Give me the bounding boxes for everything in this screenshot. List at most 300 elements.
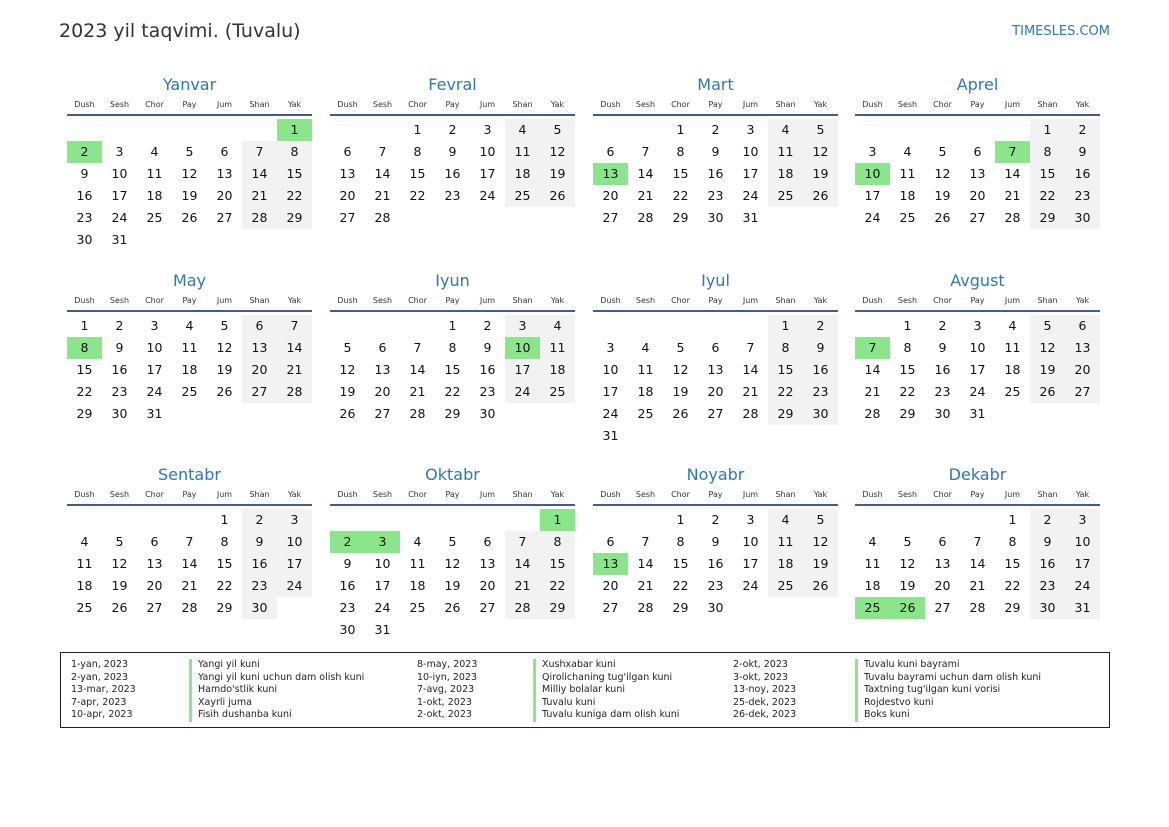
day-cell: 6 [606,144,615,159]
holiday-day-cell: 2 [67,141,102,163]
day-cell: 2 [448,122,457,137]
day-cell: 25 [540,381,575,403]
day-cell: 7 [185,534,194,549]
weekday-label: Shan [249,296,270,305]
weekday-header [330,486,575,506]
weekday-label: Yak [550,100,565,109]
empty-day-cell [400,509,435,531]
day-cell: 24 [969,384,986,399]
weekday-label: Sesh [897,296,918,305]
empty-day-cell [172,119,207,141]
day-cell: 20 [146,578,163,593]
day-cell: 21 [742,384,759,399]
empty-day-cell [925,119,960,141]
day-cell: 23 [1065,185,1100,207]
day-cell: 4 [80,534,89,549]
day-cell: 19 [540,163,575,185]
day-cell: 9 [483,340,492,355]
weekday-label: Jum [1004,100,1021,109]
day-cell: 30 [1065,207,1100,229]
empty-day-cell [137,119,172,141]
legend-date: 7-avg, 2023 [417,684,475,695]
day-cell: 26 [111,600,128,615]
day-cell: 3 [868,144,877,159]
day-cell: 27 [934,600,951,615]
day-cell: 15 [672,166,689,181]
legend-name-column [533,659,679,722]
weekday-label: Chor [671,296,690,305]
day-cell: 7 [277,315,312,337]
day-cell: 24 [374,600,391,615]
day-cell: 30 [707,600,724,615]
weekday-label: Chor [408,100,427,109]
day-cell: 26 [339,406,356,421]
day-cell: 13 [339,166,356,181]
weekday-label: Sesh [635,296,656,305]
day-grid [593,119,838,229]
weekday-label: Sesh [109,100,130,109]
legend-date: 2-yan, 2023 [71,671,128,683]
day-cell: 6 [1065,315,1100,337]
day-cell: 3 [115,144,124,159]
day-cell: 17 [864,188,881,203]
day-cell: 15 [540,553,575,575]
day-cell: 5 [803,119,838,141]
day-cell: 13 [934,556,951,571]
day-cell: 12 [899,556,916,571]
day-cell: 17 [374,578,391,593]
day-cell: 10 [969,340,986,355]
day-cell: 15 [1030,163,1065,185]
day-cell: 19 [672,384,689,399]
weekday-label: Chor [933,490,952,499]
day-cell: 10 [1065,531,1100,553]
day-cell: 27 [216,210,233,225]
weekday-label: Sesh [635,490,656,499]
day-cell: 7 [746,340,755,355]
day-cell: 6 [711,340,720,355]
weekday-label: Dush [600,296,621,305]
empty-day-cell [67,509,102,531]
day-cell: 31 [602,428,619,443]
legend-date: 1-okt, 2023 [417,696,472,708]
day-cell: 30 [479,406,496,421]
day-cell: 21 [637,578,654,593]
day-cell: 5 [115,534,124,549]
day-cell: 13 [374,362,391,377]
day-cell: 1 [220,512,229,527]
day-grid [855,509,1100,619]
weekday-label: Dush [74,490,95,499]
empty-day-cell [733,315,768,337]
day-cell: 29 [1004,600,1021,615]
weekday-label: Yak [813,100,828,109]
day-cell: 16 [934,362,951,377]
day-cell: 28 [242,207,277,229]
day-cell: 31 [969,406,986,421]
day-cell: 14 [277,337,312,359]
day-cell: 5 [938,144,947,159]
day-cell: 29 [76,406,93,421]
legend-date: 2-okt, 2023 [417,709,472,720]
day-cell: 8 [277,141,312,163]
weekday-label: Jum [1004,490,1021,499]
holiday-day-cell: 3 [365,531,400,553]
day-cell: 3 [150,318,159,333]
day-cell: 15 [444,362,461,377]
day-grid [593,315,838,447]
weekday-label: Chor [671,490,690,499]
month-name: Mart [697,75,734,94]
day-cell: 27 [1065,381,1100,403]
day-cell: 23 [76,210,93,225]
weekday-label: Pay [708,490,723,499]
day-cell: 23 [803,381,838,403]
day-grid [67,315,312,425]
day-cell: 3 [483,122,492,137]
day-cell: 27 [146,600,163,615]
weekday-label: Dush [862,490,883,499]
empty-day-cell [855,315,890,337]
month-aprel [855,74,1100,229]
month-noyabr [593,464,838,619]
day-cell: 2 [483,318,492,333]
day-cell: 4 [540,315,575,337]
day-cell: 22 [76,384,93,399]
weekday-header [855,96,1100,116]
day-cell: 11 [768,141,803,163]
day-cell: 12 [803,141,838,163]
legend-date: 2-okt, 2023 [733,659,788,670]
months-grid [67,74,1102,649]
legend-holiday-name: Hamdo'stlik kuni [189,684,364,697]
day-cell: 9 [242,531,277,553]
day-cell: 9 [1065,141,1100,163]
day-cell: 16 [444,166,461,181]
weekday-label: Yak [1075,296,1090,305]
day-cell: 1 [413,122,422,137]
day-cell: 16 [76,188,93,203]
day-cell: 21 [374,188,391,203]
weekday-label: Pay [970,100,985,109]
day-cell: 9 [115,340,124,355]
day-cell: 4 [641,340,650,355]
empty-day-cell [995,119,1030,141]
day-cell: 3 [1065,509,1100,531]
holiday-day-cell: 2 [330,531,365,553]
day-cell: 9 [343,556,352,571]
legend-date: 1-yan, 2023 [71,659,128,670]
weekday-label: Shan [1037,296,1058,305]
day-cell: 30 [1030,597,1065,619]
day-cell: 27 [707,406,724,421]
legend-holiday-name: Boks kuni [855,709,1041,722]
legend-holiday-name: Fisih dushanba kuni [189,709,364,722]
day-cell: 8 [903,340,912,355]
day-cell: 13 [1065,337,1100,359]
day-cell: 10 [277,531,312,553]
weekday-label: Chor [145,490,164,499]
day-cell: 21 [1004,188,1021,203]
day-cell: 23 [934,384,951,399]
empty-day-cell [470,509,505,531]
day-cell: 19 [1030,359,1065,381]
day-cell: 27 [479,600,496,615]
day-cell: 10 [374,556,391,571]
weekday-label: Chor [145,100,164,109]
day-cell: 27 [602,210,619,225]
day-cell: 18 [146,188,163,203]
day-cell: 11 [768,531,803,553]
day-cell: 29 [216,600,233,615]
day-cell: 20 [602,578,619,593]
day-cell: 21 [242,185,277,207]
weekday-label: Dush [337,100,358,109]
day-cell: 24 [505,381,540,403]
day-cell: 28 [969,600,986,615]
day-cell: 22 [216,578,233,593]
day-cell: 20 [934,578,951,593]
weekday-label: Chor [145,296,164,305]
day-cell: 20 [479,578,496,593]
brand-link[interactable]: TIMESLES.COM [1012,24,1110,39]
day-cell: 16 [479,362,496,377]
day-cell: 9 [448,144,457,159]
empty-day-cell [628,119,663,141]
day-cell: 25 [505,185,540,207]
month-name: Yanvar [162,75,217,94]
weekday-label: Pay [708,100,723,109]
day-cell: 29 [277,207,312,229]
day-cell: 29 [1030,207,1065,229]
day-cell: 22 [277,185,312,207]
legend-holiday-name: Rojdestvo kuni [855,697,1041,710]
day-cell: 10 [146,340,163,355]
legend-date: 13-mar, 2023 [71,684,136,695]
weekday-label: Pay [970,296,985,305]
empty-day-cell [365,315,400,337]
day-cell: 19 [111,578,128,593]
day-cell: 22 [1030,185,1065,207]
day-cell: 4 [868,534,877,549]
legend-holiday-name: Yangi yil kuni uchun dam olish kuni [189,672,364,685]
day-cell: 1 [80,318,89,333]
day-cell: 13 [242,337,277,359]
day-cell: 6 [378,340,387,355]
day-cell: 20 [339,188,356,203]
day-cell: 1 [1008,512,1017,527]
month-iyul [593,270,838,447]
day-cell: 12 [803,531,838,553]
day-cell: 17 [969,362,986,377]
day-cell: 21 [409,384,426,399]
day-cell: 4 [505,119,540,141]
day-cell: 25 [899,210,916,225]
day-cell: 1 [768,315,803,337]
day-cell: 19 [934,188,951,203]
empty-day-cell [400,315,435,337]
day-cell: 8 [413,144,422,159]
empty-day-cell [593,119,628,141]
day-cell: 22 [409,188,426,203]
weekday-label: Pay [970,490,985,499]
day-cell: 12 [540,141,575,163]
day-cell: 23 [707,578,724,593]
day-cell: 4 [413,534,422,549]
weekday-label: Pay [182,100,197,109]
empty-day-cell [855,119,890,141]
day-cell: 30 [76,232,93,247]
weekday-header [330,96,575,116]
weekday-label: Sesh [635,100,656,109]
day-cell: 15 [768,359,803,381]
weekday-label: Dush [862,296,883,305]
legend-holiday-name: Xayrli juma [189,697,364,710]
holiday-day-cell: 13 [593,553,628,575]
day-cell: 18 [864,578,881,593]
weekday-label: Dush [600,100,621,109]
weekday-label: Chor [933,296,952,305]
day-cell: 18 [768,553,803,575]
day-cell: 6 [220,144,229,159]
weekday-label: Shan [512,100,533,109]
day-cell: 11 [899,166,916,181]
day-cell: 12 [934,166,951,181]
day-cell: 27 [969,210,986,225]
day-cell: 26 [540,185,575,207]
day-grid [330,315,575,425]
day-cell: 23 [339,600,356,615]
weekday-label: Jum [1004,296,1021,305]
weekday-label: Pay [182,296,197,305]
weekday-label: Shan [512,296,533,305]
holiday-day-cell: 8 [67,337,102,359]
day-cell: 28 [374,210,391,225]
day-cell: 20 [216,188,233,203]
day-cell: 19 [803,163,838,185]
day-cell: 9 [711,144,720,159]
day-cell: 17 [111,188,128,203]
day-cell: 24 [742,188,759,203]
empty-day-cell [628,315,663,337]
month-mart [593,74,838,229]
day-cell: 16 [707,556,724,571]
empty-day-cell [698,315,733,337]
day-cell: 28 [637,600,654,615]
day-cell: 9 [711,534,720,549]
empty-day-cell [628,509,663,531]
day-cell: 11 [637,362,654,377]
day-cell: 16 [803,359,838,381]
day-cell: 23 [444,188,461,203]
month-iyun [330,270,575,425]
day-cell: 18 [899,188,916,203]
day-cell: 30 [934,406,951,421]
day-cell: 24 [146,384,163,399]
day-cell: 12 [339,362,356,377]
weekday-label: Pay [445,296,460,305]
day-cell: 3 [606,340,615,355]
day-cell: 12 [181,166,198,181]
day-cell: 8 [448,340,457,355]
weekday-label: Pay [445,100,460,109]
day-cell: 14 [1004,166,1021,181]
weekday-label: Jum [216,296,233,305]
empty-day-cell [593,315,628,337]
empty-day-cell [330,119,365,141]
day-cell: 16 [1030,553,1065,575]
day-cell: 3 [277,509,312,531]
legend-date: 8-may, 2023 [417,659,478,670]
empty-day-cell [207,119,242,141]
day-cell: 10 [479,144,496,159]
day-cell: 14 [969,556,986,571]
weekday-label: Chor [671,100,690,109]
day-cell: 16 [707,166,724,181]
weekday-label: Yak [287,296,302,305]
day-cell: 15 [76,362,93,377]
day-cell: 25 [76,600,93,615]
day-cell: 5 [448,534,457,549]
day-cell: 8 [220,534,229,549]
legend-holiday-name: Xushxabar kuni [533,659,679,672]
day-cell: 7 [973,534,982,549]
day-cell: 8 [1030,141,1065,163]
weekday-label: Shan [249,490,270,499]
day-cell: 18 [540,359,575,381]
day-cell: 2 [711,122,720,137]
page-title: 2023 yil taqvimi. (Tuvalu) [59,20,301,42]
day-cell: 1 [448,318,457,333]
weekday-label: Yak [1075,100,1090,109]
holiday-day-cell: 1 [540,509,575,531]
legend-holiday-name: Milliy bolalar kuni [533,684,679,697]
day-cell: 29 [672,210,689,225]
day-cell: 13 [479,556,496,571]
month-name: May [172,271,207,290]
day-cell: 10 [742,534,759,549]
legend-holiday-name: Tuvalu kuni [533,697,679,710]
month-may [67,270,312,425]
day-cell: 28 [637,210,654,225]
weekday-header [855,292,1100,312]
day-grid [855,315,1100,425]
month-name: Oktabr [425,465,480,484]
day-cell: 8 [1008,534,1017,549]
empty-day-cell [330,509,365,531]
day-cell: 17 [1065,553,1100,575]
weekday-label: Chor [408,490,427,499]
day-cell: 31 [146,406,163,421]
day-cell: 13 [707,362,724,377]
day-cell: 4 [903,144,912,159]
empty-day-cell [925,509,960,531]
day-cell: 14 [409,362,426,377]
day-cell: 4 [768,509,803,531]
day-cell: 27 [374,406,391,421]
day-grid [593,509,838,619]
day-cell: 24 [277,575,312,597]
day-cell: 22 [1004,578,1021,593]
legend-date: 10-apr, 2023 [71,709,133,720]
day-cell: 26 [216,384,233,399]
day-cell: 10 [602,362,619,377]
month-yanvar [67,74,312,251]
day-cell: 18 [409,578,426,593]
day-cell: 30 [339,622,356,637]
day-cell: 2 [242,509,277,531]
day-cell: 17 [602,384,619,399]
